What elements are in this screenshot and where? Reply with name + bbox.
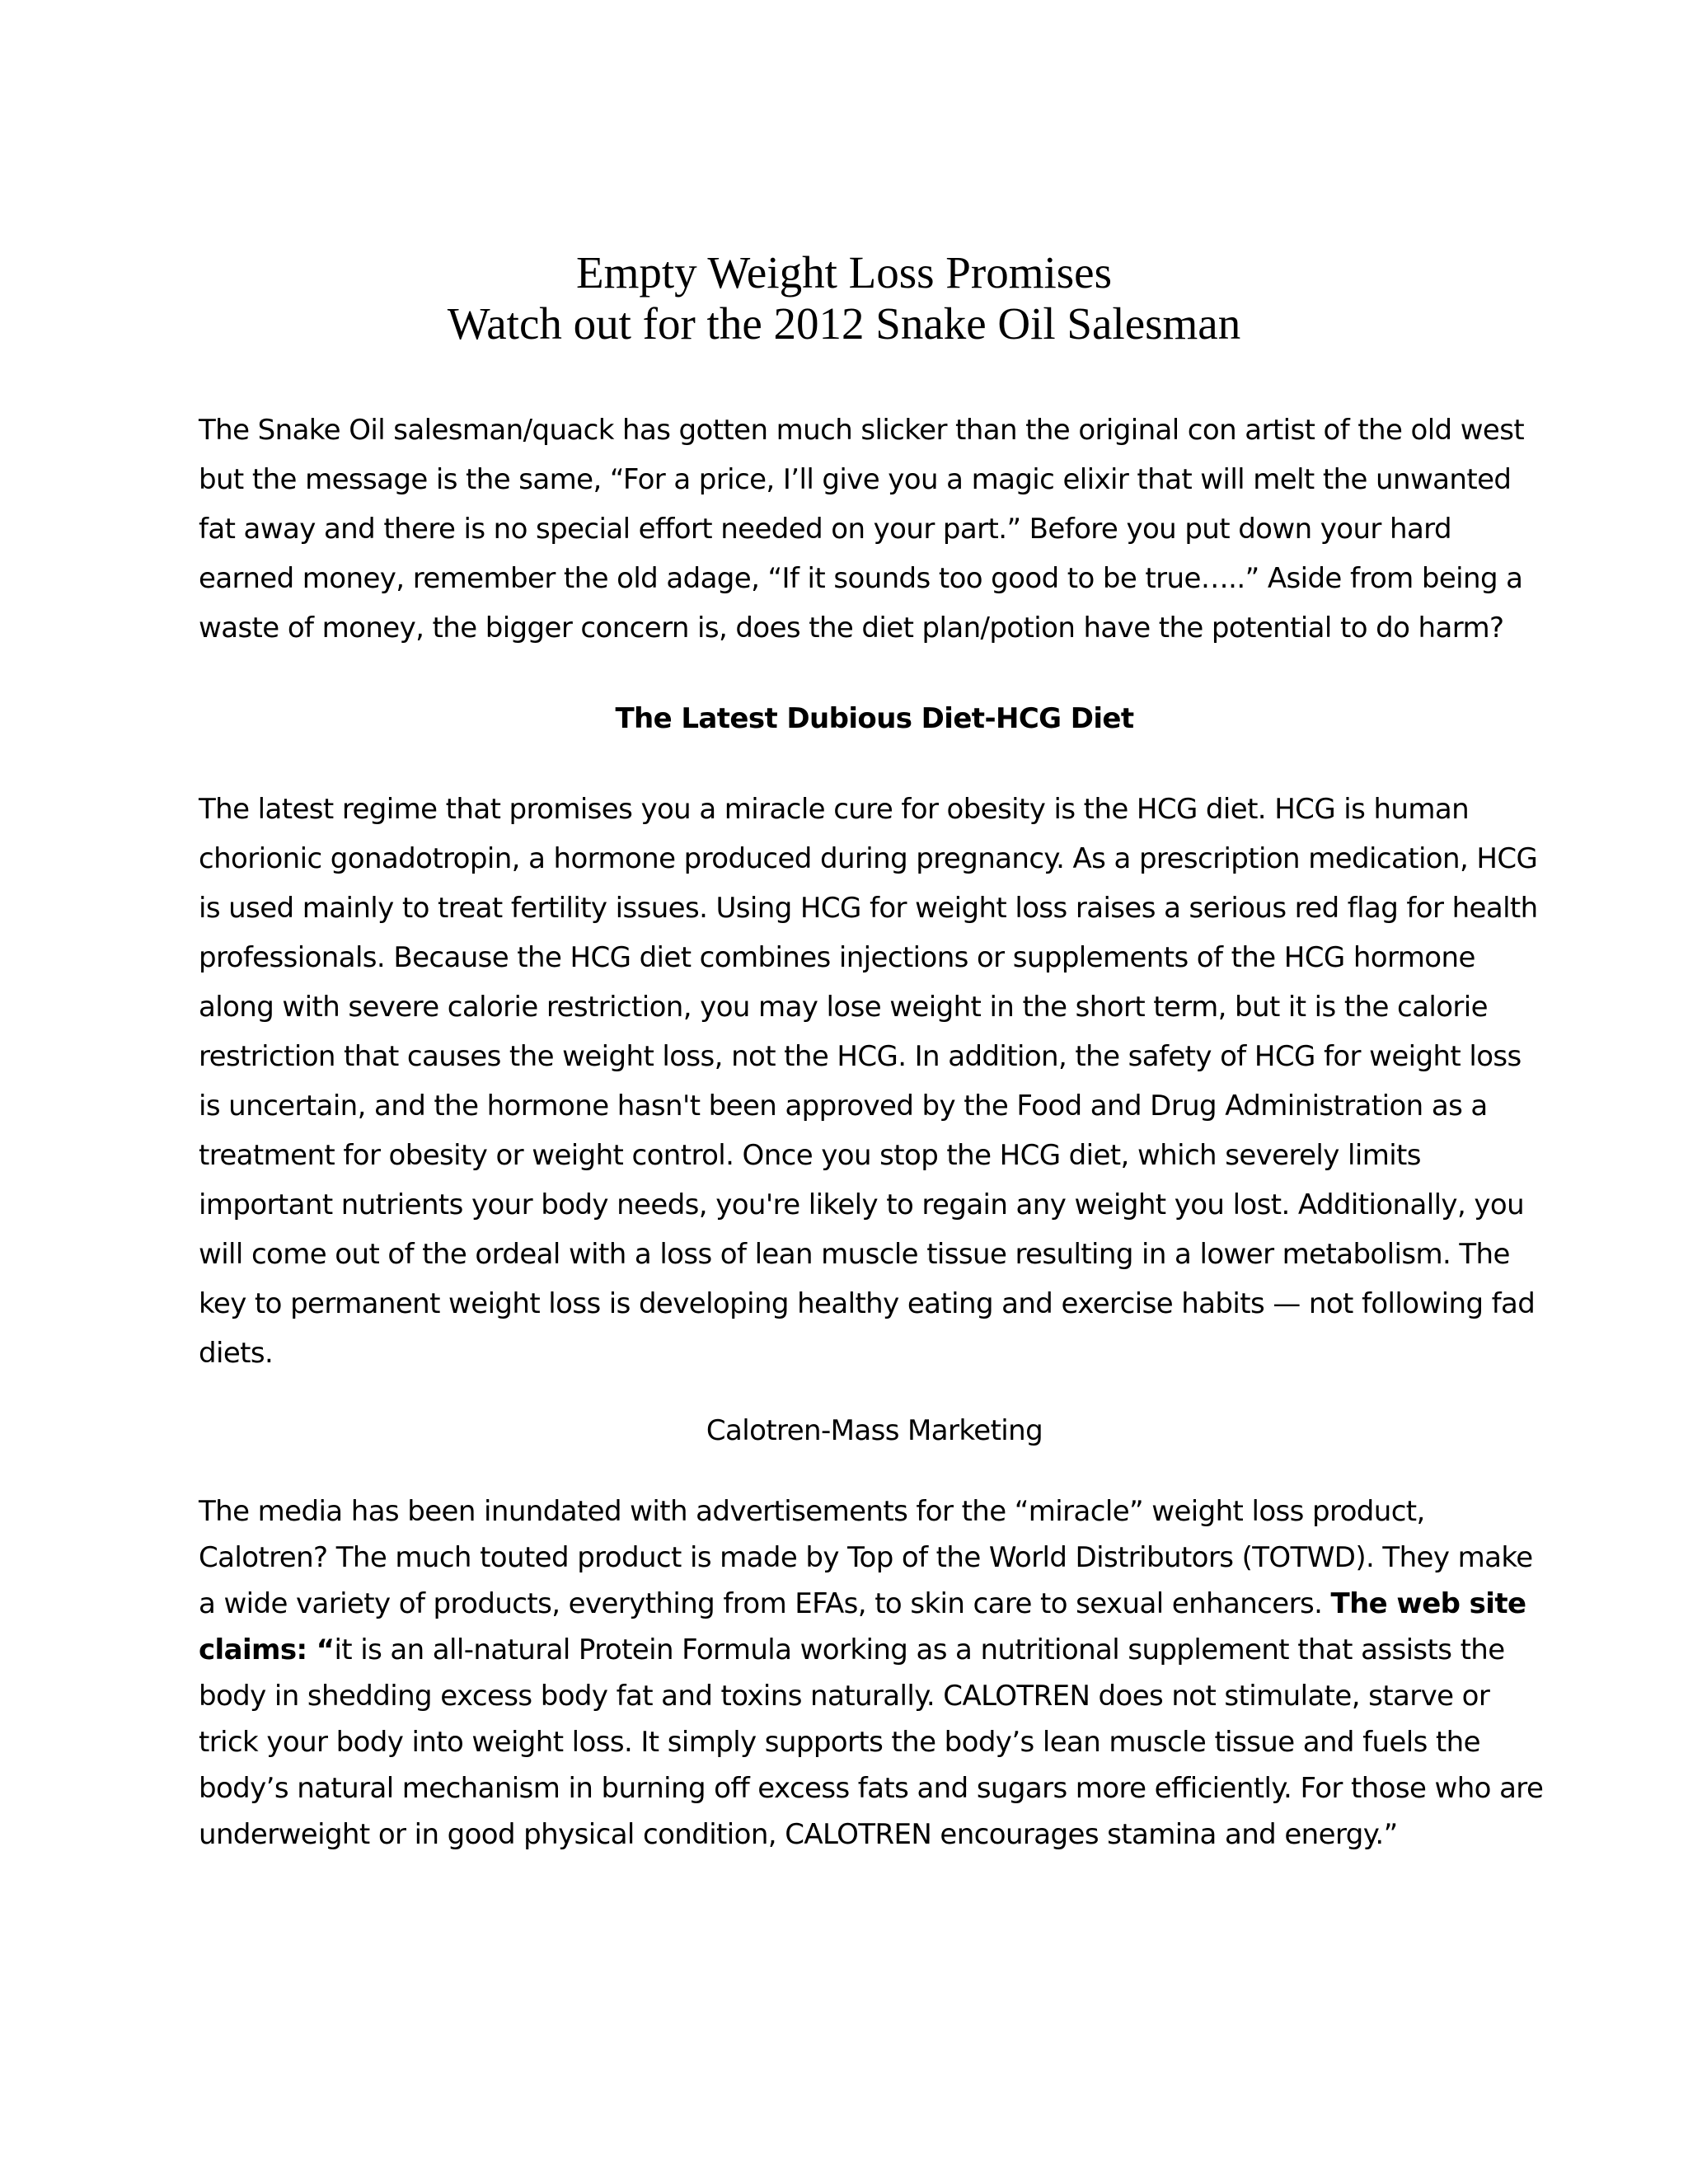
intro-paragraph: The Snake Oil salesman/quack has gotten much slicker than the original con artist of the old west but the message is the same, “For a price, I’ll give you a magic elixir that will melt the unwanted fat away and there is no special effort needed on your part.” Before you put down your hard earned money, remember the old adage, “If it sounds too good to be true…..” Aside from being a waste of money, the bigger concern is, does the diet plan/potion have the potential to do harm? xyxy=(199,414,1525,644)
hcg-paragraph: The latest regime that promises you a miracle cure for obesity is the HCG diet. HCG is human chorionic gonadotropin, a hormone produced during pregnancy. As a prescription medication, HCG is used mainly to treat fertility issues. Using HCG for weight loss raises a serious red flag for health professionals. Because the HCG diet combines injections or supplements of the HCG hormone along with severe calorie restriction, you may lose weight in the short term, but it is the calorie restriction that causes the weight loss, not the HCG. In addition, the safety of HCG for weight loss is uncertain, and the hormone hasn't been approved by the Food and Drug Administration as a treatment for obesity or weight control. Once you stop the HCG diet, which severely limits important nutrients your body needs, you're likely to regain any weight you lost. Additionally, you will come out of the ordeal with a loss of lean muscle tissue resulting in a lower metabolism. The key to permanent weight loss is developing healthy eating and exercise habits — not following fad diets. xyxy=(199,793,1538,1370)
document-body xyxy=(199,405,1550,1858)
web-site-claims-quote: it is an all-natural Protein Formula working as a nutritional supplement that assists the body in shedding excess body fat and toxins naturally. CALOTREN does not stimulate, starve or trick your body into weight loss. It simply supports the body’s lean muscle tissue and fuels the body’s natural mechanism in burning off excess fats and sugars more efficiently. For those who are underweight or in good physical condition, CALOTREN encourages stamina and energy.” xyxy=(199,1633,1544,1851)
title-line-2: Watch out for the 2012 Snake Oil Salesman xyxy=(447,298,1241,349)
hcg-section-heading: The Latest Dubious Diet-HCG Diet xyxy=(615,702,1134,735)
calotren-paragraph xyxy=(199,1488,1550,1858)
document-title xyxy=(0,247,1688,349)
calotren-section-heading: Calotren-Mass Marketing xyxy=(706,1414,1043,1447)
title-line-1: Empty Weight Loss Promises xyxy=(576,247,1112,298)
web-site-claims-label: The web site claims: “ xyxy=(199,1587,1526,1666)
calotren-paragraph-start: The media has been inundated with advertisements for the “miracle” weight loss product, Calotren? The much touted product is made by Top of the World Distributors (TOTWD). They make a wide variety of products, everything from EFAs, to skin care to sexual enhancers. xyxy=(199,1495,1533,1620)
